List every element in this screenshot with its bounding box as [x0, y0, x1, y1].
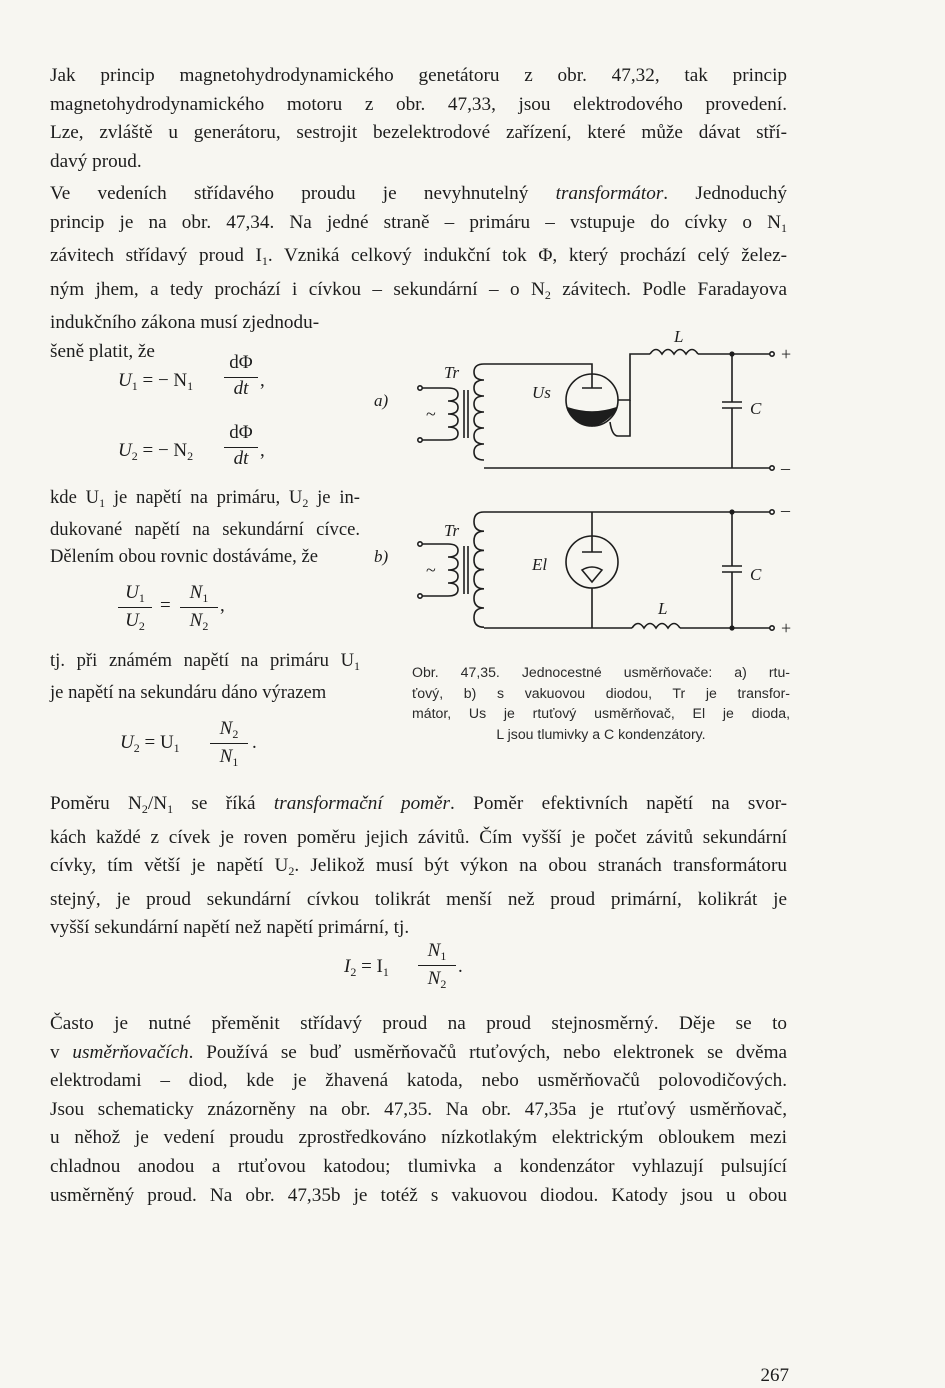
text-line: Jak princip magnetohydrodynamického genetátoru z obr. 47,32, tak princip: [50, 65, 787, 86]
text-line: v usměrňovačích. Používá se buď usměrňovačů rtuťových, nebo elektronek se dvěma: [50, 1041, 788, 1063]
label-L-a: L: [674, 327, 684, 346]
terminal-plus-b: +: [781, 618, 792, 638]
label-us: Us: [532, 383, 551, 402]
caption-line: L jsou tlumivky a C kondenzátory.: [496, 725, 706, 742]
equation-current: $I_2 = I_1$ $N_1$ $N_2$ .: [344, 940, 463, 991]
text-line: Ve vedeních střídavého proudu je nevyhnutelný transformátor. Jednoduchý: [50, 183, 788, 204]
text-line: u něhož je vedení proudu zprostředkováno nízkotlakým elektrickým obloukem mezi: [50, 1127, 787, 1149]
text-line: princip je na obr. 47,34. Na jedné straně – primáru – vstupuje do cívky o $N_1$: [50, 211, 787, 235]
paragraph-6: [50, 1010, 787, 1210]
label-tr-b: Tr: [444, 521, 460, 540]
text-line: Často je nutné přeměnit střídavý proud na proud stejnosměrný. Děje se to: [50, 1013, 787, 1034]
text-line: Dělením obou rovnic dostáváme, že: [50, 545, 318, 567]
text-line: chladnou anodou a rtuťovou katodou; tlumivka a kondenzátor vyhlazují pulsující: [50, 1155, 787, 1177]
equation-u2: $U_2$ = − $N_2$ dΦ dt ,: [118, 422, 265, 469]
equation-u1: $U_1$ = − $N_1$ dΦ dt ,: [118, 352, 265, 399]
caption-line: Obr. 47,35. Jednocestné usměrňovače: a) rtu-: [412, 664, 790, 680]
text-line: kách každé z cívek je roven poměru jejich závitů. Čím vyšší je počet závitů sekundární: [50, 826, 787, 848]
text-line: ným jhem, a tedy prochází i cívkou – sekundární – o $N_2$ závitech. Podle Faradayova: [50, 278, 787, 302]
text-line: kde $U_1$ je napětí na primáru, $U_2$ je in-: [50, 487, 360, 510]
text-line: stejný, je proud sekundární cívkou tolikrát menší než proud primární, kolikrát je: [50, 888, 787, 910]
text-line: Poměru $N_2/N_1$ se říká transformační poměr. Poměr efektivních napětí na svor-: [50, 793, 787, 816]
ac-source-a: ~: [426, 404, 436, 424]
label-C-a: C: [750, 399, 762, 418]
text-line: davý proud.: [50, 150, 142, 172]
text-line: tj. při známém napětí na primáru $U_1$: [50, 650, 360, 673]
text-line: Lze, zvláště u generátoru, sestrojit bezelektrodové zařízení, které může dávat stří-: [50, 122, 787, 144]
text-line: vyšší sekundární napětí než napětí primární, tj.: [50, 917, 410, 939]
equation-u2-result: $U_2 = U_1$ $N_2$ $N_1$ .: [120, 718, 257, 769]
label-el: El: [532, 555, 548, 574]
circuit-a: [418, 350, 774, 471]
label-C-b: C: [750, 565, 762, 584]
paragraph-4: [50, 648, 360, 707]
text-line: cívky, tím větší je napětí $U_2$. Jelikož musí být výkon na obou stranách transformátoru: [50, 855, 787, 879]
text-line: závitech střídavý proud $I_1$. Vzniká celkový indukční tok Φ, který prochází celý želez-: [50, 245, 787, 269]
caption-line: ťový, b) s vakuovou diodou, Tr je transfor-: [412, 684, 790, 701]
paragraph-1: [50, 62, 787, 176]
caption-line: mátor, Us je rtuťový usměrňovač, El je dioda,: [412, 705, 790, 722]
label-b: b): [374, 547, 389, 566]
text-line: dukované napětí na sekundární cívce.: [50, 518, 360, 540]
terminal-minus-a: –: [781, 458, 790, 478]
circuit-b: [418, 510, 774, 630]
ac-source-b: ~: [426, 560, 436, 580]
label-a: a): [374, 391, 389, 410]
paragraph-5: [50, 790, 787, 943]
text-line: Jsou schematicky znázorněny na obr. 47,35. Na obr. 47,35a je rtuťový usměrňovač,: [50, 1098, 787, 1120]
text-line: šeně platit, že: [50, 340, 155, 362]
text-line: magnetohydrodynamického motoru z obr. 47,33, jsou elektrodového provedení.: [50, 93, 787, 115]
equation-ratio: $U_1$ $U_2$ = $N_1$ $N_2$ ,: [118, 582, 278, 642]
rectifier-circuit-diagrams: [360, 327, 800, 660]
text-line: indukčního zákona musí zjednodu-: [50, 312, 320, 334]
terminal-minus-b: –: [781, 500, 790, 520]
text-line: je napětí na sekundáru dáno výrazem: [50, 681, 327, 703]
paragraph-3: [50, 485, 360, 570]
page-number: 267: [760, 1365, 789, 1386]
figure-caption: [412, 662, 790, 744]
text-line: usměrněný proud. Na obr. 47,35b je totéž s vakuovou diodou. Katody jsou u obou: [50, 1184, 787, 1206]
text-line: elektrodami – diod, kde je žhavená katoda, nebo usměrňovačů polovodičových.: [50, 1070, 787, 1092]
label-L-b: L: [658, 599, 668, 618]
terminal-plus-a: +: [781, 344, 792, 364]
label-tr-a: Tr: [444, 363, 460, 382]
